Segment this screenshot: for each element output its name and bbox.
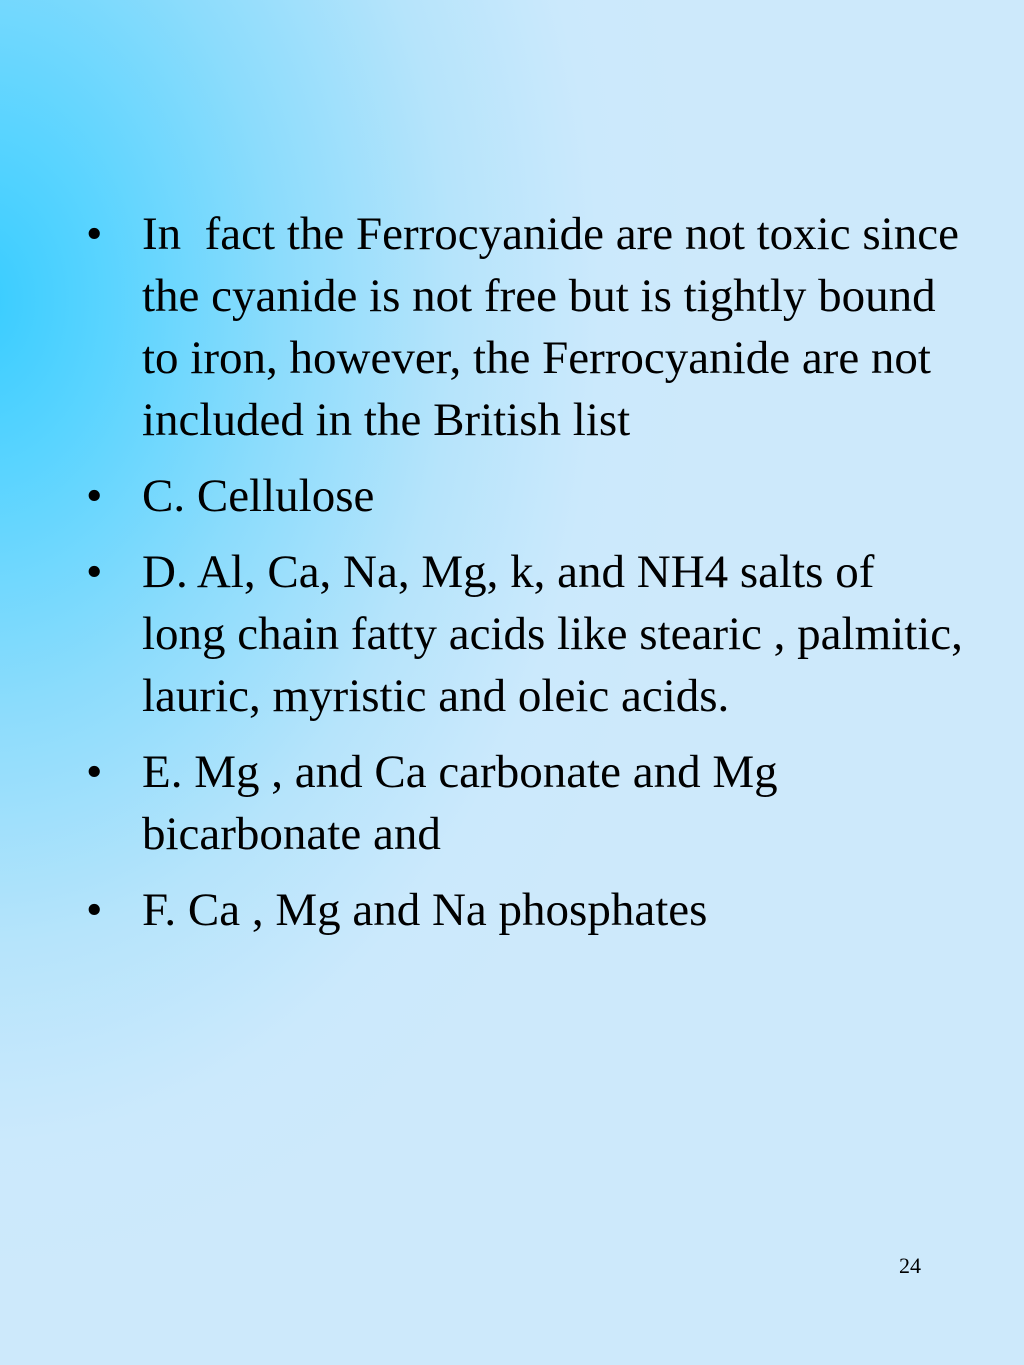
bullet-dot-icon: • [86, 208, 103, 260]
bullet-dot-icon: • [86, 470, 103, 522]
bullet-text: D. Al, Ca, Na, Mg, k, and NH4 salts of long chain fatty acids like stearic , palmitic, lauric, myristic and oleic acids. [142, 546, 963, 722]
page-number: 24 [899, 1253, 921, 1278]
bullet-dot-icon: • [86, 546, 103, 598]
bullet-text: F. Ca , Mg and Na phosphates [142, 884, 708, 936]
bullet-item-ferrocyanide [86, 203, 971, 451]
bullet-text: E. Mg , and Ca carbonate and Mg bicarbonate and [142, 746, 778, 860]
bullet-text: C. Cellulose [142, 470, 375, 522]
bullet-list [86, 203, 971, 955]
bullet-item-phosphates [86, 879, 966, 941]
bullet-dot-icon: • [86, 746, 103, 798]
bullet-item-cellulose [86, 465, 966, 527]
bullet-dot-icon: • [86, 884, 103, 936]
bullet-text: In fact the Ferrocyanide are not toxic since the cyanide is not free but is tightly bound to iron, however, the Ferrocyanide are not included in the British list [142, 208, 971, 446]
bullet-item-fatty-acid-salts [86, 541, 966, 727]
bullet-item-carbonates [86, 741, 966, 865]
